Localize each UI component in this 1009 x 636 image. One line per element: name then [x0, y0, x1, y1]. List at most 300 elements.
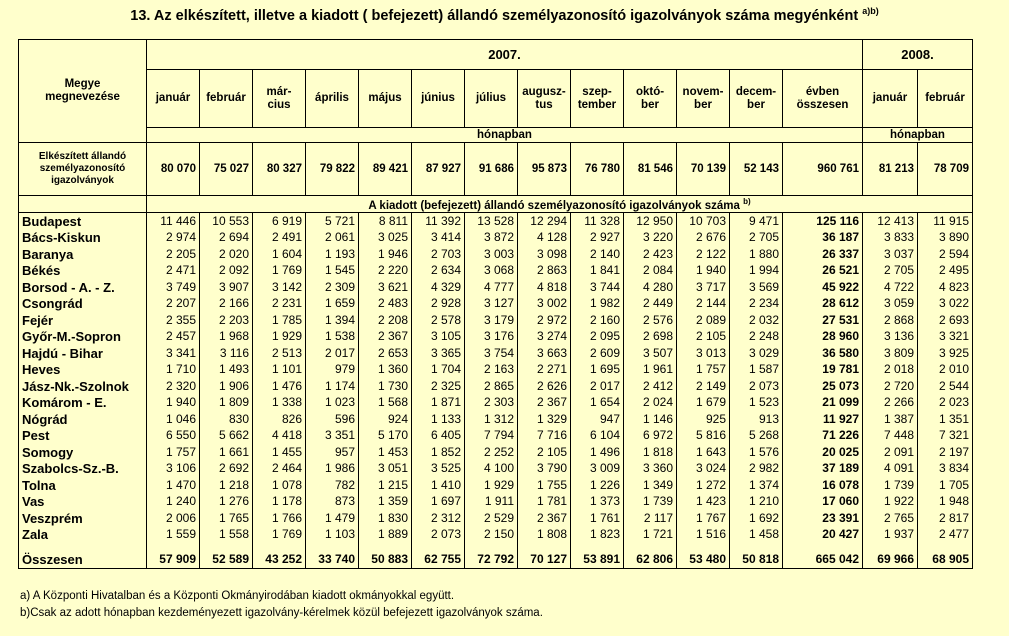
county-name: Fejér [19, 312, 147, 329]
value-cell: 2 203 [200, 312, 253, 329]
month-label-line: augusz- [522, 85, 566, 98]
month-header [730, 70, 783, 128]
value-cell: 5 662 [200, 428, 253, 445]
year-total-cell: 16 078 [783, 477, 863, 494]
county-name: Nógrád [19, 411, 147, 428]
value-cell: 947 [571, 411, 624, 428]
year-total-cell: 28 960 [783, 329, 863, 346]
value-cell: 1 479 [306, 510, 359, 527]
produced-value: 79 822 [306, 143, 359, 196]
year-total-cell: 26 337 [783, 246, 863, 263]
value-cell: 2 817 [918, 510, 973, 527]
value-cell: 3 037 [863, 246, 918, 263]
value-cell: 1 986 [306, 461, 359, 478]
month-label-line: cius [267, 98, 291, 111]
value-cell: 1 809 [200, 395, 253, 412]
total-row [19, 551, 973, 569]
value-cell: 3 890 [918, 230, 973, 247]
county-name: Baranya [19, 246, 147, 263]
year-2008-header: 2008. [863, 40, 973, 70]
produced-value: 95 873 [518, 143, 571, 196]
value-cell: 3 116 [200, 345, 253, 362]
value-cell: 2 634 [412, 263, 465, 280]
value-cell: 1 755 [518, 477, 571, 494]
spacer-cell [306, 543, 359, 551]
spacer-row [19, 543, 973, 551]
value-cell: 2 017 [306, 345, 359, 362]
footnotes [20, 588, 543, 622]
year-total-cell: 28 612 [783, 296, 863, 313]
table-row [19, 263, 973, 280]
value-cell: 3 907 [200, 279, 253, 296]
table-row [19, 444, 973, 461]
value-cell: 2 626 [518, 378, 571, 395]
value-cell: 2 423 [624, 246, 677, 263]
value-cell: 2 720 [863, 378, 918, 395]
value-cell: 924 [359, 411, 412, 428]
value-cell: 2 092 [200, 263, 253, 280]
spacer-cell [19, 543, 147, 551]
county-label-line: megnevezése [45, 91, 120, 103]
value-cell: 4 823 [918, 279, 973, 296]
value-cell: 12 950 [624, 213, 677, 230]
value-cell: 7 321 [918, 428, 973, 445]
value-cell: 2 676 [677, 230, 730, 247]
value-cell: 2 529 [465, 510, 518, 527]
value-cell: 4 777 [465, 279, 518, 296]
value-cell: 3 569 [730, 279, 783, 296]
value-cell: 979 [306, 362, 359, 379]
value-cell: 1 766 [253, 510, 306, 527]
spacer-cell [147, 543, 200, 551]
value-cell: 2 594 [918, 246, 973, 263]
value-cell: 1 410 [412, 477, 465, 494]
value-cell: 2 483 [359, 296, 412, 313]
value-cell: 2 105 [677, 329, 730, 346]
value-cell: 1 761 [571, 510, 624, 527]
value-cell: 5 816 [677, 428, 730, 445]
value-cell: 1 193 [306, 246, 359, 263]
value-cell: 2 091 [863, 444, 918, 461]
total-value: 52 589 [200, 551, 253, 569]
year-total-cell: 21 099 [783, 395, 863, 412]
value-cell: 1 940 [677, 263, 730, 280]
value-cell: 4 280 [624, 279, 677, 296]
value-cell: 2 266 [863, 395, 918, 412]
month-label-line: június [421, 92, 455, 104]
spacer-cell [412, 543, 465, 551]
table-row [19, 246, 973, 263]
value-cell: 2 471 [147, 263, 200, 280]
value-cell: 1 767 [677, 510, 730, 527]
value-cell: 1 906 [200, 378, 253, 395]
value-cell: 2 309 [306, 279, 359, 296]
value-cell: 11 915 [918, 213, 973, 230]
value-cell: 1 968 [200, 329, 253, 346]
total-value: 665 042 [783, 551, 863, 569]
value-cell: 3 136 [863, 329, 918, 346]
value-cell: 1 493 [200, 362, 253, 379]
value-cell: 2 868 [863, 312, 918, 329]
county-name: Tolna [19, 477, 147, 494]
value-cell: 596 [306, 411, 359, 428]
value-cell: 1 078 [253, 477, 306, 494]
value-cell: 3 106 [147, 461, 200, 478]
value-cell: 4 722 [863, 279, 918, 296]
value-cell: 826 [253, 411, 306, 428]
month-header [518, 70, 571, 128]
value-cell: 3 525 [412, 461, 465, 478]
value-cell: 2 312 [412, 510, 465, 527]
produced-value: 81 213 [863, 143, 918, 196]
value-cell: 3 872 [465, 230, 518, 247]
value-cell: 2 609 [571, 345, 624, 362]
value-cell: 2 061 [306, 230, 359, 247]
value-cell: 1 240 [147, 494, 200, 511]
produced-value: 87 927 [412, 143, 465, 196]
value-cell: 1 394 [306, 312, 359, 329]
year-total-cell: 36 187 [783, 230, 863, 247]
value-cell: 1 948 [918, 494, 973, 511]
value-cell: 6 919 [253, 213, 306, 230]
value-cell: 1 587 [730, 362, 783, 379]
value-cell: 2 234 [730, 296, 783, 313]
month-label-line: május [368, 92, 402, 104]
year-total-cell: 45 922 [783, 279, 863, 296]
county-name: Borsod - A. - Z. [19, 279, 147, 296]
value-cell: 3 360 [624, 461, 677, 478]
issued-heading [147, 196, 973, 213]
month-label-line: szep- [582, 85, 612, 98]
value-cell: 6 550 [147, 428, 200, 445]
value-cell: 3 621 [359, 279, 412, 296]
value-cell: 1 453 [359, 444, 412, 461]
month-label-line: február [206, 92, 246, 104]
year-total-cell: 26 521 [783, 263, 863, 280]
value-cell: 957 [306, 444, 359, 461]
year-total-cell: 20 025 [783, 444, 863, 461]
value-cell: 1 659 [306, 296, 359, 313]
total-value: 62 806 [624, 551, 677, 569]
value-cell: 2 865 [465, 378, 518, 395]
year-total-cell: 71 226 [783, 428, 863, 445]
produced-value: 91 686 [465, 143, 518, 196]
value-cell: 2 166 [200, 296, 253, 313]
value-cell: 1 880 [730, 246, 783, 263]
value-cell: 3 321 [918, 329, 973, 346]
value-cell: 2 692 [200, 461, 253, 478]
value-cell: 3 051 [359, 461, 412, 478]
spacer-cell [677, 543, 730, 551]
statistics-table [18, 39, 973, 569]
month-label-line: ber [747, 98, 765, 111]
value-cell: 2 006 [147, 510, 200, 527]
value-cell: 2 122 [677, 246, 730, 263]
table-row [19, 378, 973, 395]
month-header [412, 70, 465, 128]
issued-heading-row [19, 196, 973, 213]
value-cell: 3 834 [918, 461, 973, 478]
value-cell: 1 272 [677, 477, 730, 494]
value-cell: 2 705 [730, 230, 783, 247]
value-cell: 1 476 [253, 378, 306, 395]
total-value: 72 792 [465, 551, 518, 569]
value-cell: 3 098 [518, 246, 571, 263]
value-cell: 2 160 [571, 312, 624, 329]
county-column-header [19, 40, 147, 143]
month-label-line: októ- [635, 85, 665, 98]
unit-2008: hónapban [863, 128, 973, 143]
table-row [19, 477, 973, 494]
value-cell: 3 068 [465, 263, 518, 280]
value-cell: 1 538 [306, 329, 359, 346]
table-row [19, 494, 973, 511]
value-cell: 1 739 [624, 494, 677, 511]
value-cell: 1 338 [253, 395, 306, 412]
total-value: 57 909 [147, 551, 200, 569]
value-cell: 1 643 [677, 444, 730, 461]
table-row [19, 411, 973, 428]
value-cell: 1 710 [147, 362, 200, 379]
county-name: Bács-Kiskun [19, 230, 147, 247]
value-cell: 3 025 [359, 230, 412, 247]
value-cell: 1 387 [863, 411, 918, 428]
spacer-cell [200, 543, 253, 551]
value-cell: 1 523 [730, 395, 783, 412]
county-name: Komárom - E. [19, 395, 147, 412]
value-cell: 3 754 [465, 345, 518, 362]
year-total-cell: 11 927 [783, 411, 863, 428]
month-label-line: novem- [682, 85, 724, 98]
value-cell: 2 693 [918, 312, 973, 329]
county-name: Szabolcs-Sz.-B. [19, 461, 147, 478]
value-cell: 1 871 [412, 395, 465, 412]
value-cell: 3 022 [918, 296, 973, 313]
county-name: Jász-Nk.-Szolnok [19, 378, 147, 395]
value-cell: 3 833 [863, 230, 918, 247]
produced-value: 70 139 [677, 143, 730, 196]
value-cell: 1 785 [253, 312, 306, 329]
value-cell: 2 149 [677, 378, 730, 395]
spacer-cell [465, 543, 518, 551]
value-cell: 3 009 [571, 461, 624, 478]
month-header [465, 70, 518, 128]
value-cell: 2 017 [571, 378, 624, 395]
value-cell: 1 174 [306, 378, 359, 395]
value-cell: 1 818 [624, 444, 677, 461]
value-cell: 913 [730, 411, 783, 428]
month-label-line: évben [805, 85, 840, 98]
value-cell: 3 176 [465, 329, 518, 346]
total-value: 50 883 [359, 551, 412, 569]
issued-heading-note: b) [743, 196, 751, 206]
value-cell: 2 464 [253, 461, 306, 478]
value-cell: 2 252 [465, 444, 518, 461]
value-cell: 2 073 [730, 378, 783, 395]
year-total-cell: 23 391 [783, 510, 863, 527]
month-label-line: január [155, 92, 191, 104]
value-cell: 2 018 [863, 362, 918, 379]
month-header-2008: február [918, 70, 973, 128]
issued-heading-blank [19, 196, 147, 213]
spacer-cell [571, 543, 624, 551]
year-total-cell: 27 531 [783, 312, 863, 329]
value-cell: 2 032 [730, 312, 783, 329]
value-cell: 2 010 [918, 362, 973, 379]
total-value: 53 480 [677, 551, 730, 569]
value-cell: 2 972 [518, 312, 571, 329]
value-cell: 2 367 [359, 329, 412, 346]
total-value: 33 740 [306, 551, 359, 569]
value-cell: 1 133 [412, 411, 465, 428]
footnote-b: b)Csak az adott hónapban kezdeményezett igazolvány-kérelmek közül befejezett igazolványok száma. [20, 607, 543, 619]
county-name: Pest [19, 428, 147, 445]
value-cell: 1 705 [918, 477, 973, 494]
month-header [359, 70, 412, 128]
county-name: Csongrád [19, 296, 147, 313]
value-cell: 3 365 [412, 345, 465, 362]
produced-label: Elkészített állandó személyazonosító igazolványok [19, 143, 147, 196]
spacer-cell [624, 543, 677, 551]
value-cell: 2 089 [677, 312, 730, 329]
value-cell: 1 961 [624, 362, 677, 379]
value-cell: 2 248 [730, 329, 783, 346]
issued-heading-text: A kiadott (befejezett) állandó személyazonosító igazolványok száma [368, 199, 740, 212]
value-cell: 1 937 [863, 527, 918, 544]
produced-row [19, 143, 973, 196]
value-cell: 830 [200, 411, 253, 428]
table-row [19, 395, 973, 412]
value-cell: 6 104 [571, 428, 624, 445]
table-row [19, 428, 973, 445]
value-cell: 2 576 [624, 312, 677, 329]
value-cell: 13 528 [465, 213, 518, 230]
value-cell: 1 808 [518, 527, 571, 544]
year-total-cell: 125 116 [783, 213, 863, 230]
total-label: Összesen [19, 551, 147, 569]
value-cell: 8 811 [359, 213, 412, 230]
value-cell: 1 496 [571, 444, 624, 461]
county-name: Győr-M.-Sopron [19, 329, 147, 346]
value-cell: 3 341 [147, 345, 200, 362]
value-cell: 2 457 [147, 329, 200, 346]
unit-2007: hónapban [147, 128, 863, 143]
county-name: Somogy [19, 444, 147, 461]
produced-value: 80 327 [253, 143, 306, 196]
produced-value: 960 761 [783, 143, 863, 196]
value-cell: 6 405 [412, 428, 465, 445]
value-cell: 1 215 [359, 477, 412, 494]
value-cell: 2 023 [918, 395, 973, 412]
year-total-cell: 19 781 [783, 362, 863, 379]
value-cell: 2 495 [918, 263, 973, 280]
value-cell: 4 418 [253, 428, 306, 445]
spacer-cell [730, 543, 783, 551]
county-name: Békés [19, 263, 147, 280]
table-row [19, 345, 973, 362]
value-cell: 2 765 [863, 510, 918, 527]
value-cell: 2 703 [412, 246, 465, 263]
value-cell: 925 [677, 411, 730, 428]
value-cell: 1 765 [200, 510, 253, 527]
value-cell: 1 757 [147, 444, 200, 461]
value-cell: 1 922 [863, 494, 918, 511]
year-2007-header: 2007. [147, 40, 863, 70]
table-row [19, 329, 973, 346]
year-total-cell: 37 189 [783, 461, 863, 478]
value-cell: 2 367 [518, 510, 571, 527]
value-cell: 1 146 [624, 411, 677, 428]
value-cell: 3 220 [624, 230, 677, 247]
month-header [253, 70, 306, 128]
value-cell: 782 [306, 477, 359, 494]
value-cell: 2 303 [465, 395, 518, 412]
value-cell: 2 863 [518, 263, 571, 280]
value-cell: 1 558 [200, 527, 253, 544]
value-cell: 1 559 [147, 527, 200, 544]
value-cell: 3 013 [677, 345, 730, 362]
produced-value: 52 143 [730, 143, 783, 196]
value-cell: 1 929 [465, 477, 518, 494]
value-cell: 3 024 [677, 461, 730, 478]
value-cell: 3 351 [306, 428, 359, 445]
value-cell: 2 271 [518, 362, 571, 379]
value-cell: 2 205 [147, 246, 200, 263]
month-header [200, 70, 253, 128]
month-header [624, 70, 677, 128]
value-cell: 2 705 [863, 263, 918, 280]
value-cell: 1 312 [465, 411, 518, 428]
value-cell: 1 769 [253, 527, 306, 544]
value-cell: 873 [306, 494, 359, 511]
value-cell: 1 661 [200, 444, 253, 461]
value-cell: 2 208 [359, 312, 412, 329]
value-cell: 2 694 [200, 230, 253, 247]
value-cell: 3 059 [863, 296, 918, 313]
month-label-line: július [475, 92, 507, 104]
value-cell: 3 274 [518, 329, 571, 346]
value-cell: 2 105 [518, 444, 571, 461]
value-cell: 3 105 [412, 329, 465, 346]
county-name: Zala [19, 527, 147, 544]
value-cell: 1 455 [253, 444, 306, 461]
value-cell: 1 889 [359, 527, 412, 544]
value-cell: 2 513 [253, 345, 306, 362]
value-cell: 3 925 [918, 345, 973, 362]
spacer-cell [253, 543, 306, 551]
value-cell: 2 095 [571, 329, 624, 346]
value-cell: 7 794 [465, 428, 518, 445]
value-cell: 5 170 [359, 428, 412, 445]
footnote-a: a) A Központi Hivatalban és a Központi Okmányirodában kiadott okmányokkal együtt. [20, 590, 455, 602]
value-cell: 3 127 [465, 296, 518, 313]
county-label-line: Megye [64, 78, 101, 90]
value-cell: 2 653 [359, 345, 412, 362]
value-cell: 2 544 [918, 378, 973, 395]
value-cell: 3 809 [863, 345, 918, 362]
value-cell: 1 576 [730, 444, 783, 461]
month-label-line: ber [694, 98, 712, 111]
value-cell: 1 218 [200, 477, 253, 494]
value-cell: 3 507 [624, 345, 677, 362]
value-cell: 1 103 [306, 527, 359, 544]
value-cell: 1 940 [147, 395, 200, 412]
value-cell: 7 716 [518, 428, 571, 445]
value-cell: 11 446 [147, 213, 200, 230]
value-cell: 1 423 [677, 494, 730, 511]
spacer-cell [518, 543, 571, 551]
value-cell: 1 374 [730, 477, 783, 494]
